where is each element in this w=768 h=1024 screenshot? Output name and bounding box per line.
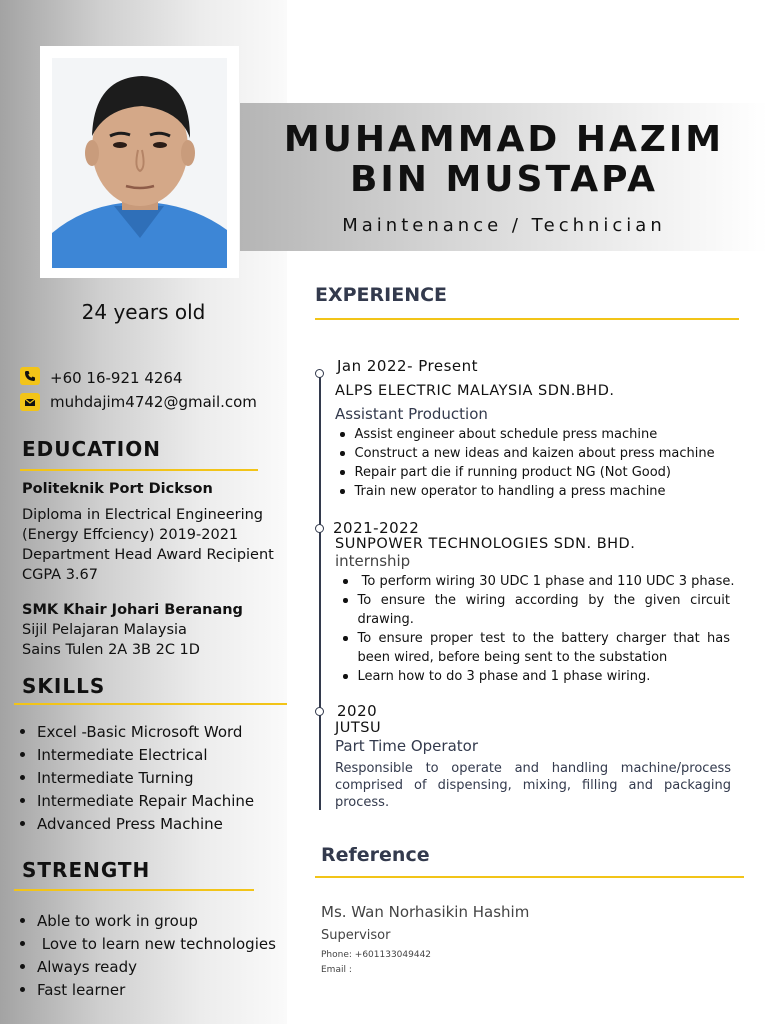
phone-row — [20, 365, 183, 387]
timeline-line — [319, 372, 321, 810]
school-detail: (Energy Effciency) 2019-2021 — [22, 527, 239, 543]
list-item: Fast learner — [20, 978, 287, 1001]
bullet-icon — [20, 752, 25, 757]
full-name — [240, 120, 768, 200]
bullet-icon — [340, 489, 345, 494]
school-detail: Sains Tulen 2A 3B 2C 1D — [22, 642, 200, 658]
job-role: Maintenance / Technician — [342, 215, 666, 236]
experience-heading: EXPERIENCE — [315, 284, 448, 306]
school-detail: Diploma in Electrical Engineering — [22, 507, 263, 523]
strength-rule — [14, 889, 254, 891]
school-detail: CGPA 3.67 — [22, 567, 98, 583]
list-item: Assist engineer about schedule press machine — [340, 425, 740, 444]
list-item: To ensure proper test to the battery charger that has been wired, before being sent to the substation — [343, 629, 730, 667]
school-detail: Sijil Pelajaran Malaysia — [22, 622, 187, 638]
reference-email: Email : — [321, 965, 352, 975]
job-title: Part Time Operator — [335, 737, 478, 755]
bullet-icon — [340, 470, 345, 475]
name-line-2: BIN MUSTAPA — [349, 159, 659, 200]
list-item: To ensure the wiring according by the given circuit drawing. — [343, 591, 730, 629]
education-school-2 — [22, 600, 287, 660]
job-date: Jan 2022- Present — [337, 357, 479, 375]
reference-role: Supervisor — [321, 928, 391, 943]
email-row — [20, 393, 257, 411]
list-item: Excel -Basic Microsoft Word — [20, 720, 287, 743]
timeline-dot — [315, 369, 324, 378]
timeline-dot — [315, 707, 324, 716]
job-company: JUTSU — [335, 720, 382, 736]
job-bullets — [340, 425, 740, 501]
list-item: Train new operator to handling a press machine — [340, 482, 740, 501]
reference-heading: Reference — [321, 844, 430, 866]
email-address[interactable]: muhdajim4742@gmail.com — [50, 393, 257, 411]
experience-rule — [315, 318, 739, 320]
profile-photo-frame — [40, 46, 239, 278]
bullet-icon — [340, 451, 345, 456]
timeline-dot — [315, 524, 324, 533]
list-item: Intermediate Turning — [20, 766, 287, 789]
list-item: To perform wiring 30 UDC 1 phase and 110 UDC 3 phase. — [343, 572, 730, 591]
list-item: Learn how to do 3 phase and 1 phase wiring. — [343, 667, 730, 686]
name-line-1: MUHAMMAD HAZIM — [283, 119, 725, 160]
education-rule — [20, 469, 258, 471]
bullet-icon — [20, 918, 25, 923]
education-school-1 — [22, 479, 287, 585]
list-item: Advanced Press Machine — [20, 812, 287, 835]
bullet-icon — [20, 987, 25, 992]
bullet-icon — [20, 964, 25, 969]
profile-photo — [52, 58, 227, 268]
job-description: Responsible to operate and handling machine/process comprised of dispensing, mixing, filling and packaging process. — [335, 761, 731, 810]
mail-icon — [20, 393, 40, 411]
job-bullets — [343, 572, 735, 686]
skills-rule — [14, 703, 287, 705]
list-item: Love to learn new technologies — [20, 932, 287, 955]
job-title: internship — [335, 552, 411, 570]
school-name: Politeknik Port Dickson — [22, 481, 213, 497]
bullet-icon — [343, 598, 348, 603]
bullet-icon — [20, 798, 25, 803]
bullet-icon — [343, 674, 348, 679]
bullet-icon — [20, 821, 25, 826]
list-item: Repair part die if running product NG (Not Good) — [340, 463, 740, 482]
bullet-icon — [20, 775, 25, 780]
list-item: Intermediate Repair Machine — [20, 789, 287, 812]
age-text: 24 years old — [81, 300, 206, 324]
job-company: SUNPOWER TECHNOLOGIES SDN. BHD. — [335, 536, 636, 552]
skills-heading: SKILLS — [22, 674, 106, 698]
school-detail: Department Head Award Recipient — [22, 547, 274, 563]
education-heading: EDUCATION — [22, 437, 161, 461]
bullet-icon — [20, 729, 25, 734]
phone-number[interactable]: +60 16-921 4264 — [50, 369, 183, 387]
skills-list — [20, 720, 287, 835]
list-item: Able to work in group — [20, 909, 287, 932]
reference-phone: Phone: +601133049442 — [321, 950, 432, 960]
job-company: ALPS ELECTRIC MALAYSIA SDN.BHD. — [335, 383, 615, 399]
job-date: 2020 — [337, 702, 378, 720]
bullet-icon — [343, 579, 348, 584]
list-item: Always ready — [20, 955, 287, 978]
job-date: 2021-2022 — [333, 519, 420, 537]
bullet-icon — [20, 941, 25, 946]
job-title: Assistant Production — [335, 405, 488, 423]
reference-name: Ms. Wan Norhasikin Hashim — [321, 903, 530, 921]
school-name: SMK Khair Johari Beranang — [22, 602, 243, 618]
list-item: Intermediate Electrical — [20, 743, 287, 766]
reference-rule — [315, 876, 744, 878]
strength-list — [20, 909, 287, 1001]
bullet-icon — [340, 432, 345, 437]
bullet-icon — [343, 636, 348, 641]
phone-icon — [20, 367, 40, 385]
list-item: Construct a new ideas and kaizen about press machine — [340, 444, 740, 463]
strength-heading: STRENGTH — [22, 858, 151, 882]
